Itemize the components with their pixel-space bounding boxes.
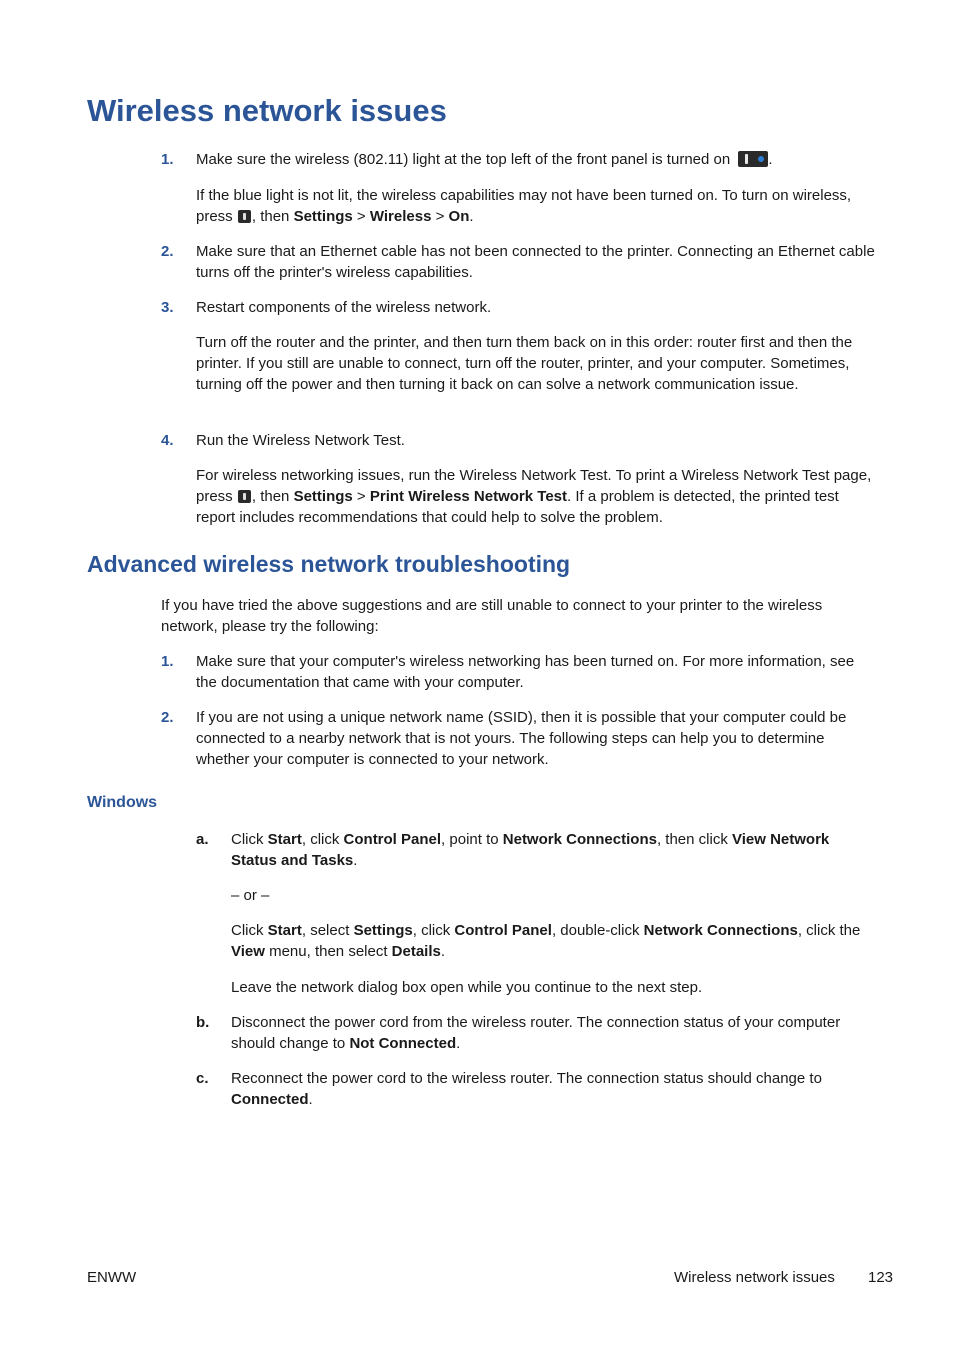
step-1-period: . [768,151,773,168]
text-run: Click [231,831,264,848]
network-connections-label: Network Connections [502,831,657,848]
substep-letter-c: c. [196,1070,209,1087]
substep-letter-a: a. [196,831,209,848]
page-number: 123 [868,1269,894,1286]
step-2-text: Make sure that an Ethernet cable has not been connected to the printer. Connecting an Ethernet cable turns off the printer's wireless capabilities. [196,243,875,281]
substep-b-text [231,1012,876,1054]
text-run: . [353,852,358,869]
substep-letter-b: b. [196,1014,210,1031]
text-run: , then click [656,831,728,848]
step-1-sub-intro: If the blue light is not lit, the wireless capabilities may not have been turned on. To turn on wireless, press [196,187,852,225]
step-1-text [196,149,876,170]
step-4-subtext [196,465,876,528]
page-title: Wireless network issues [87,93,447,128]
step-number-3: 3. [161,299,174,316]
text-run: Disconnect the power cord from the wireless router. The connection status of your computer should change to [231,1014,841,1052]
wireless-button-icon [238,210,251,223]
wireless-button-icon [238,490,251,503]
step-number-1: 1. [161,151,174,168]
menu-separator: > [435,208,445,225]
step-4-sub-then: , then [251,488,290,505]
text-run: . [456,1035,461,1052]
view-menu-label: View [231,943,265,960]
settings-label: Settings [293,208,353,225]
start-label: Start [267,831,302,848]
footer-left-label: ENWW [87,1269,137,1286]
step-4-sub-end: . If a problem is detected, the printed test report includes recommendations that could help to solve the problem. [196,488,839,526]
start-label: Start [267,922,302,939]
step-1-sub-then: , then [251,208,290,225]
control-panel-label: Control Panel [454,922,552,939]
substep-a-alt-text [231,920,876,962]
adv-step-1-text: Make sure that your computer's wireless networking has been turned on. For more information, see the documentation that came with your computer. [196,653,855,691]
text-run: Reconnect the power cord to the wireless router. The connection status should change to [231,1070,822,1087]
on-label: On [448,208,470,225]
text-run: , click [301,831,340,848]
adv-step-number-2: 2. [161,709,174,726]
step-4-sub-intro: For wireless networking issues, run the Wireless Network Test. To print a Wireless Network Test page, press [196,467,872,505]
wireless-label: Wireless [369,208,432,225]
print-wireless-network-test-label: Print Wireless Network Test [369,488,568,505]
step-1-subtext [196,185,876,227]
menu-separator: > [356,488,366,505]
adv-step-2-text: If you are not using a unique network name (SSID), then it is possible that your computer could be connected to a nearby network that is not yours. The following steps can help you to determine whether your computer is connected to your network. [196,709,847,768]
text-run: menu, then select [269,943,388,960]
connected-label: Connected [231,1091,309,1108]
step-3-text: Restart components of the wireless network. [196,299,492,316]
text-run: , point to [441,831,499,848]
substep-a-note: Leave the network dialog box open while you continue to the next step. [231,979,703,996]
wireless-light-icon [738,151,768,167]
text-run: , double-click [551,922,640,939]
text-run: Click [231,922,264,939]
text-run: , click [412,922,451,939]
step-1-sub-end: . [469,208,474,225]
step-number-2: 2. [161,243,174,260]
step-4-text: Run the Wireless Network Test. [196,432,405,449]
network-connections-label: Network Connections [643,922,798,939]
text-run: , click the [797,922,861,939]
text-run: . [308,1091,313,1108]
step-number-4: 4. [161,432,174,449]
adv-step-number-1: 1. [161,653,174,670]
substep-c-text [231,1068,876,1110]
step-3-subtext: Turn off the router and the printer, and then turn them back on in this order: router first and then the printer. If you still are unable to connect, turn off the router, printer, and your computer. Sometimes, turning off the power and then turning it back on can solve a network communication issue. [196,334,853,393]
not-connected-label: Not Connected [349,1035,457,1052]
or-separator: – or – [231,887,270,904]
section-heading-advanced: Advanced wireless network troubleshooting [87,551,571,577]
menu-separator: > [356,208,366,225]
windows-heading: Windows [87,794,158,811]
section-2-intro: If you have tried the above suggestions and are still unable to connect to your printer to the wireless network, please try the following: [161,597,823,635]
settings-label: Settings [293,488,353,505]
details-label: Details [391,943,441,960]
text-run: . [440,943,446,960]
control-panel-label: Control Panel [343,831,442,848]
footer-section-name: Wireless network issues [674,1269,835,1286]
step-1-main-text: Make sure the wireless (802.11) light at the top left of the front panel is turned on [196,151,731,168]
settings-label: Settings [353,922,413,939]
substep-a-text [231,829,876,871]
view-network-status-label: View Network Status and Tasks [231,831,830,869]
text-run: , select [301,922,350,939]
